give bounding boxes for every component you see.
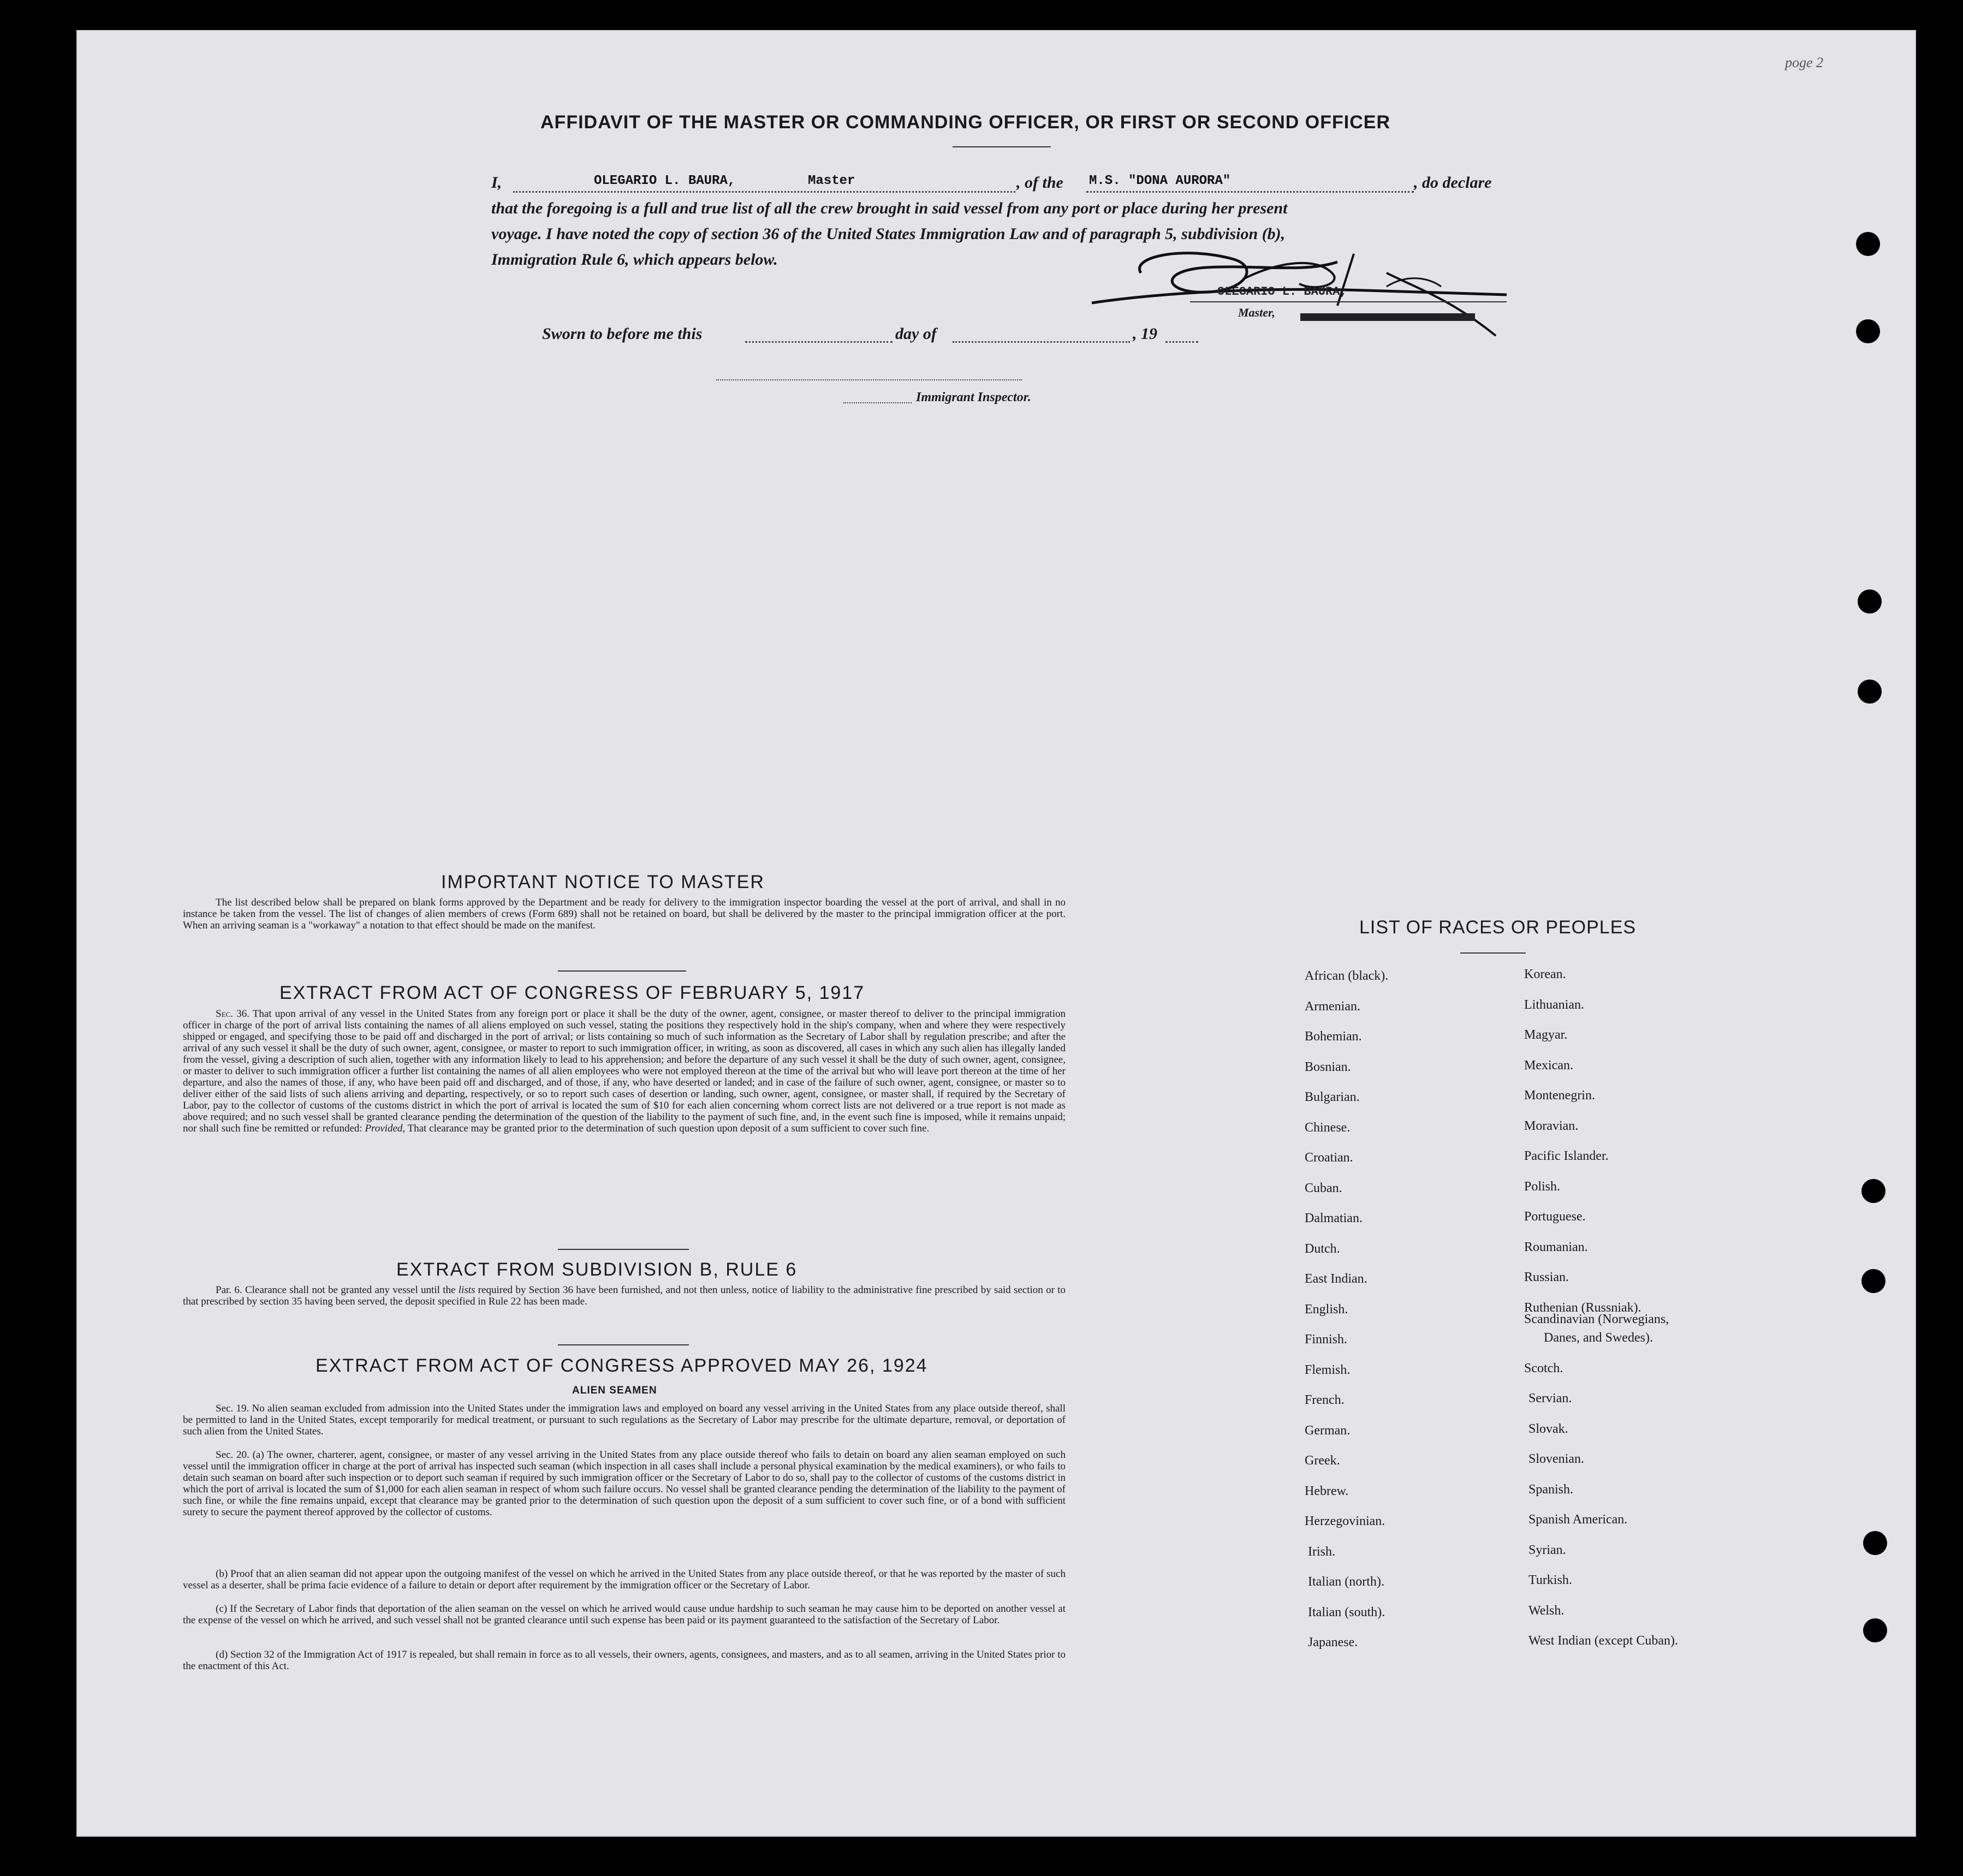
- punch-hole: [1858, 589, 1882, 614]
- race-item: Korean.: [1524, 967, 1566, 981]
- extract-1924-para-3: (b) Proof that an alien seaman did not appear upon the outgoing manifest of the vessel on which he arrived in the United States from any place outside thereof, or that he was reported by the master of such vessel as a deserter, shall be prima facie evidence of a failure to detain or deport after requirement by the immigration officer or the Secretary of Labor.: [183, 1568, 1066, 1591]
- race-item: Servian.: [1528, 1391, 1572, 1405]
- race-item: Turkish.: [1528, 1573, 1572, 1587]
- alien-seamen-subtitle: ALIEN SEAMEN: [572, 1385, 657, 1396]
- master-fill-line: [513, 191, 1015, 193]
- signature-typed-name: OLEGARIO L. BAURA,: [1217, 285, 1347, 299]
- affidavit-title: AFFIDAVIT OF THE MASTER OR COMMANDING OFFICER, OR FIRST OR SECOND OFFICER: [540, 112, 1390, 133]
- title-divider: [953, 146, 1051, 147]
- race-item: Bulgarian.: [1305, 1090, 1360, 1104]
- race-item: Herzegovinian.: [1305, 1514, 1385, 1528]
- extract-1924-para-4: (c) If the Secretary of Labor finds that deportation of the alien seaman on the vessel on which he arrived would cause undue hardship to such seaman he may cause him to be deported on another vessel at the expense of the vessel on which he arrived, and such vessel shall not be granted clearance until such expense has been paid or its payment guaranteed to the satisfaction of the Secretary of Labor.: [183, 1603, 1066, 1626]
- race-item: Lithuanian.: [1524, 997, 1584, 1012]
- race-item: Portuguese.: [1524, 1210, 1586, 1224]
- sworn-prefix: Sworn to before me this: [542, 325, 703, 343]
- master-title: Master: [808, 174, 855, 188]
- of-the-label: , of the: [1016, 174, 1063, 192]
- race-item: Irish.: [1308, 1544, 1335, 1559]
- races-title: LIST OF RACES OR PEOPLES: [1359, 917, 1637, 938]
- race-item: Chinese.: [1305, 1120, 1351, 1135]
- race-item: Bohemian.: [1305, 1029, 1362, 1044]
- section-divider: [558, 1344, 689, 1345]
- race-item: Montenegrin.: [1524, 1088, 1595, 1103]
- race-item: Cuban.: [1305, 1181, 1342, 1195]
- race-item: Japanese.: [1308, 1635, 1358, 1649]
- master-name: OLEGARIO L. BAURA,: [594, 174, 736, 188]
- race-item: French.: [1305, 1393, 1345, 1407]
- race-item: German.: [1305, 1423, 1351, 1438]
- struck-text: [1300, 313, 1475, 321]
- race-item: Scotch.: [1524, 1361, 1563, 1375]
- proviso-text: That clearance may be granted prior to the determination of such question upon deposit of a sum sufficient to cover such fine.: [407, 1123, 930, 1134]
- vessel-name: M.S. "DONA AURORA": [1089, 174, 1231, 188]
- race-item: West Indian (except Cuban).: [1528, 1634, 1678, 1648]
- punch-hole: [1856, 319, 1880, 343]
- race-item: English.: [1305, 1302, 1348, 1317]
- race-item: East Indian.: [1305, 1272, 1367, 1286]
- race-item: Flemish.: [1305, 1362, 1351, 1377]
- extract-1924-title: EXTRACT FROM ACT OF CONGRESS APPROVED MAY 26, 1924: [316, 1355, 928, 1376]
- inspector-label-leader: [843, 402, 912, 403]
- races-title-divider: [1460, 952, 1526, 954]
- race-item: Scandinavian (Norwegians,: [1524, 1312, 1669, 1326]
- affidavit-i: I,: [491, 174, 502, 192]
- rule6-text-b: required by Section 36 have been furnished, and not then unless, notice of liability to the administrative fine prescribed by said section or to that prescribed by section 35 having been served, the deposit specified in Rule 22 has been made.: [183, 1284, 1066, 1307]
- sworn-day-label: day of: [895, 325, 937, 343]
- extract-1924-para-1: Sec. 19. No alien seaman excluded from admission into the United States under the immigration laws and employed on board any vessel arriving in the United States from any place outside thereof, shall be permitted to land in the United States, except temporarily for medical treatment, or pursuant to such regulations as the Secretary of Labor may prescribe for the ultimate departure, removal, or deportation of such alien from the United States.: [183, 1403, 1066, 1437]
- affidavit-text-line3: voyage. I have noted the copy of section 36 of the United States Immigration Law and of paragraph 5, subdivision (b),: [491, 225, 1286, 243]
- section-divider: [558, 970, 686, 972]
- race-item: Moravian.: [1524, 1118, 1579, 1133]
- punch-hole: [1861, 1269, 1885, 1293]
- vessel-fill-line: [1086, 191, 1414, 193]
- race-item: Danes, and Swedes).: [1544, 1331, 1653, 1345]
- race-item: Russian.: [1524, 1270, 1569, 1284]
- notice-title: IMPORTANT NOTICE TO MASTER: [441, 872, 765, 892]
- signature-role: Master,: [1238, 306, 1275, 319]
- punch-hole: [1863, 1618, 1887, 1642]
- race-item: Spanish.: [1528, 1482, 1574, 1497]
- sworn-month-line: [953, 341, 1130, 343]
- document-page: [76, 30, 1916, 1837]
- extract-rule6-title: EXTRACT FROM SUBDIVISION B, RULE 6: [396, 1259, 798, 1280]
- corner-mark: poge 2: [1785, 55, 1824, 70]
- section-36-text: That upon arrival of any vessel in the United States from any foreign port or place it shall be the duty of the owner, agent, consignee, or master thereof to deliver to the principal immigration officer in charge of the port of arrival lists containing the names of all aliens employed on such vessel, stating the positions they respectively hold in the ship's company, when and where they were respectively shipped or engaged, and specifying those to be paid off and discharged in the port of arrival; or lists containing so much of such information as the Secretary of Labor shall by regulation prescribe; and after the arrival of any such vessel it shall be the duty of such owner, agent, consignee, or master to report to such immigration officer, in writing, as soon as discovered, all cases in which any such alien has illegally landed from the vessel, giving a description of such alien, together with any information likely to lead to his apprehension; and before the departure of any such vessel it shall be the duty of such owner, agent, consignee, or master to deliver to such immigration officer a further list containing the names of all alien employees who were not employed thereon at the time of the arrival but who will leave port thereon at the time of her departure, and also the names of those, if any, who have been paid off and discharged, and of those, if any, who have deserted or landed; and in case of the failure of such owner, agent, consignee, or master so to deliver either of the said lists of such aliens arriving and departing, respectively, or so to report such cases of desertion or landing, such owner, agent, consignee, or master shall, if required by the Secretary of Labor, pay to the collector of customs of the customs district in which the port of arrival is located the sum of $10 for each alien concerning whom correct lists are not delivered or a true report is not made as above required; and no such vessel shall be granted clearance pending the determination of the question of the liability to the payment of such fine, and, in the event such fine is imposed, while it remains unpaid; nor shall such fine be remitted or refunded:: [183, 1008, 1066, 1134]
- race-item: Spanish American.: [1528, 1512, 1628, 1527]
- proviso-label: Provided,: [365, 1123, 406, 1134]
- sworn-year-line: [1165, 341, 1198, 343]
- inspector-label: Immigrant Inspector.: [916, 390, 1031, 404]
- race-item: Italian (north).: [1308, 1575, 1384, 1589]
- race-item: Dalmatian.: [1305, 1211, 1363, 1225]
- do-declare-label: , do declare: [1414, 174, 1492, 192]
- race-item: Greek.: [1305, 1454, 1340, 1468]
- affidavit-text-line2: that the foregoing is a full and true list of all the crew brought in said vessel from any port or place during her present: [491, 199, 1288, 217]
- section-divider: [558, 1249, 689, 1250]
- affidavit-text-line4: Immigration Rule 6, which appears below.: [491, 251, 778, 269]
- race-item: Slovenian.: [1528, 1452, 1584, 1466]
- race-item: Syrian.: [1528, 1543, 1566, 1557]
- race-item: Slovak.: [1528, 1421, 1568, 1436]
- punch-hole: [1856, 232, 1880, 256]
- paragraph-label: Par. 6.: [216, 1284, 242, 1296]
- race-item: Welsh.: [1528, 1603, 1565, 1618]
- punch-hole: [1863, 1531, 1887, 1555]
- lists-word: lists: [458, 1284, 475, 1296]
- race-item: Armenian.: [1305, 999, 1360, 1014]
- race-item: Roumanian.: [1524, 1240, 1588, 1254]
- inspector-signature-line: [716, 379, 1022, 380]
- signature-line: [1190, 301, 1507, 302]
- race-item: Italian (south).: [1308, 1605, 1385, 1619]
- punch-hole: [1861, 1179, 1885, 1203]
- race-item: Croatian.: [1305, 1151, 1353, 1165]
- race-item: Finnish.: [1305, 1332, 1348, 1347]
- extract-1924-para-5: (d) Section 32 of the Immigration Act of 1917 is repealed, but shall remain in force as to all vessels, their owners, agents, consignees, and masters, and as to all seamen, arriving in the United States prior to the enactment of this Act.: [183, 1649, 1066, 1672]
- rule6-text-a: Clearance shall not be granted any vessel until the: [245, 1284, 456, 1296]
- race-item: Ruthenian (Russniak).: [1524, 1300, 1641, 1315]
- extract-1917-text: [183, 1008, 1066, 1134]
- punch-hole: [1858, 680, 1882, 704]
- notice-text: The list described below shall be prepared on blank forms approved by the Department and be ready for delivery to the immigration inspector boarding the vessel at the port of arrival, and shall in no instance be taken from the vessel. The list of changes of alien members of crews (Form 689) shall not be retained on board, but shall be delivered by the master to the principal immigration officer at the port. When an arriving seaman is a "workaway" a notation to that effect should be made on the manifest.: [183, 897, 1066, 931]
- extract-1924-para-2: Sec. 20. (a) The owner, charterer, agent, consignee, or master of any vessel arriving in the United States from any place outside thereof who fails to detain on board any alien seaman employed on such vessel until the immigration officer in charge at the port of arrival has inspected such seaman (which inspection in all cases shall include a personal physical examination by the medical examiners), or who fails to detain such seaman on board after such inspection or to deport such seaman if required by such immigration officer or the Secretary of Labor to do so, shall pay to the collector of customs of the customs district in which the port of arrival is located the sum of $1,000 for each alien seaman in respect of whom such failure occurs. No vessel shall be granted clearance pending the determination of the liability to the payment of such fine, or while the fine remains unpaid, except that clearance may be granted prior to the determination of such question upon the deposit of a sum sufficient to cover such fine, or of a bond with sufficient surety to secure the payment thereof approved by the collector of customs.: [183, 1449, 1066, 1518]
- sworn-day-line: [745, 341, 893, 343]
- race-item: Polish.: [1524, 1179, 1561, 1194]
- sworn-year-label: , 19: [1133, 325, 1157, 343]
- extract-1917-title: EXTRACT FROM ACT OF CONGRESS OF FEBRUARY 5, 1917: [279, 982, 865, 1003]
- race-item: Bosnian.: [1305, 1059, 1351, 1074]
- section-label: Sec. 36.: [216, 1008, 249, 1020]
- race-item: Dutch.: [1305, 1241, 1340, 1256]
- race-item: Mexican.: [1524, 1058, 1573, 1073]
- race-item: Magyar.: [1524, 1028, 1568, 1042]
- race-item: Pacific Islander.: [1524, 1149, 1609, 1163]
- extract-rule6-text: [183, 1284, 1066, 1307]
- race-item: Hebrew.: [1305, 1484, 1349, 1498]
- race-item: African (black).: [1305, 969, 1389, 983]
